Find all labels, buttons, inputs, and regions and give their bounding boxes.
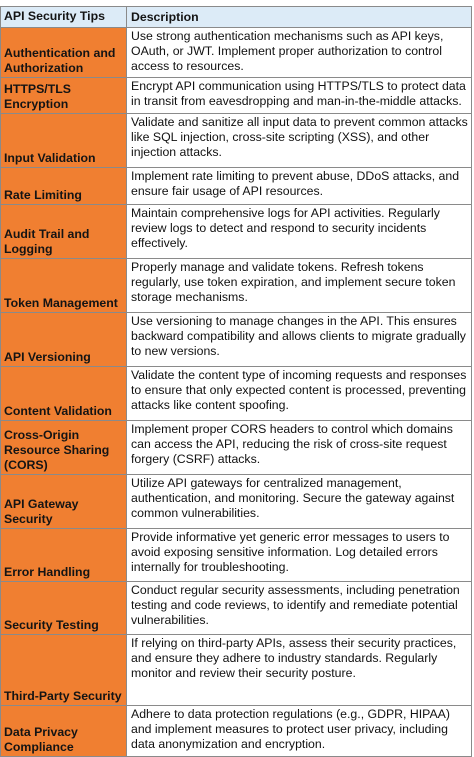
description-cell: Utilize API gateways for centralized management, authentication, and monitoring. Secure the gateway against common vulnerabilities. [127, 475, 472, 529]
description-cell: Provide informative yet generic error messages to users to avoid exposing sensitive information. Log detailed errors internally for troubleshooting. [127, 529, 472, 582]
tip-cell: Rate Limiting [1, 168, 127, 205]
tip-cell: API Gateway Security [1, 475, 127, 529]
description-cell: Implement proper CORS headers to control which domains can access the API, reducing the risk of cross-site request forgery (CSRF) attacks. [127, 421, 472, 475]
tip-cell: Input Validation [1, 114, 127, 168]
description-cell: Implement rate limiting to prevent abuse, DDoS attacks, and ensure fair usage of API resources. [127, 168, 472, 205]
tip-cell: Token Management [1, 259, 127, 313]
description-cell: Properly manage and validate tokens. Refresh tokens regularly, use token expiration, and implement secure token storage mechanisms. [127, 259, 472, 313]
description-cell: Validate and sanitize all input data to prevent common attacks like SQL injection, cross-site scripting (XSS), and other injection attacks. [127, 114, 472, 168]
table-row [1, 28, 472, 78]
table-header-row [1, 7, 472, 28]
tip-cell: Authentication and Authorization [1, 28, 127, 78]
tip-cell: API Versioning [1, 313, 127, 367]
table-row [1, 421, 472, 475]
description-cell: Validate the content type of incoming requests and responses to ensure that only expected content is processed, preventing attacks like content spoofing. [127, 367, 472, 421]
table-row [1, 205, 472, 259]
tip-cell: HTTPS/TLS Encryption [1, 78, 127, 114]
description-cell: Conduct regular security assessments, including penetration testing and code reviews, to identify and remediate potential vulnerabilities. [127, 582, 472, 635]
table-row [1, 114, 472, 168]
description-cell: Adhere to data protection regulations (e.g., GDPR, HIPAA) and implement measures to protect user privacy, including data anonymization and encryption. [127, 706, 472, 757]
description-cell: Use strong authentication mechanisms such as API keys, OAuth, or JWT. Implement proper authorization to control access to resources. [127, 28, 472, 78]
description-cell: Maintain comprehensive logs for API activities. Regularly review logs to detect and respond to security incidents effectively. [127, 205, 472, 259]
tip-cell: Error Handling [1, 529, 127, 582]
tip-cell: Content Validation [1, 367, 127, 421]
table-row [1, 635, 472, 706]
header-cell-description: Description [127, 7, 472, 28]
table-row [1, 475, 472, 529]
table-row [1, 168, 472, 205]
table-row [1, 367, 472, 421]
description-cell: Encrypt API communication using HTTPS/TLS to protect data in transit from eavesdropping and man-in-the-middle attacks. [127, 78, 472, 114]
tip-cell: Third-Party Security [1, 635, 127, 706]
table-row [1, 259, 472, 313]
tip-cell: Data Privacy Compliance [1, 706, 127, 757]
table-row [1, 706, 472, 757]
table-row [1, 313, 472, 367]
description-cell: If relying on third-party APIs, assess their security practices, and ensure they adhere to industry standards. Regularly monitor and review their security posture. [127, 635, 472, 706]
tip-cell: Security Testing [1, 582, 127, 635]
description-cell: Use versioning to manage changes in the API. This ensures backward compatibility and allows clients to migrate gradually to new versions. [127, 313, 472, 367]
table-row [1, 582, 472, 635]
tip-cell: Cross-Origin Resource Sharing (CORS) [1, 421, 127, 475]
tip-cell: Audit Trail and Logging [1, 205, 127, 259]
table-row [1, 529, 472, 582]
header-cell-tips: API Security Tips [1, 7, 127, 28]
table-row [1, 78, 472, 114]
security-tips-table [0, 6, 472, 757]
